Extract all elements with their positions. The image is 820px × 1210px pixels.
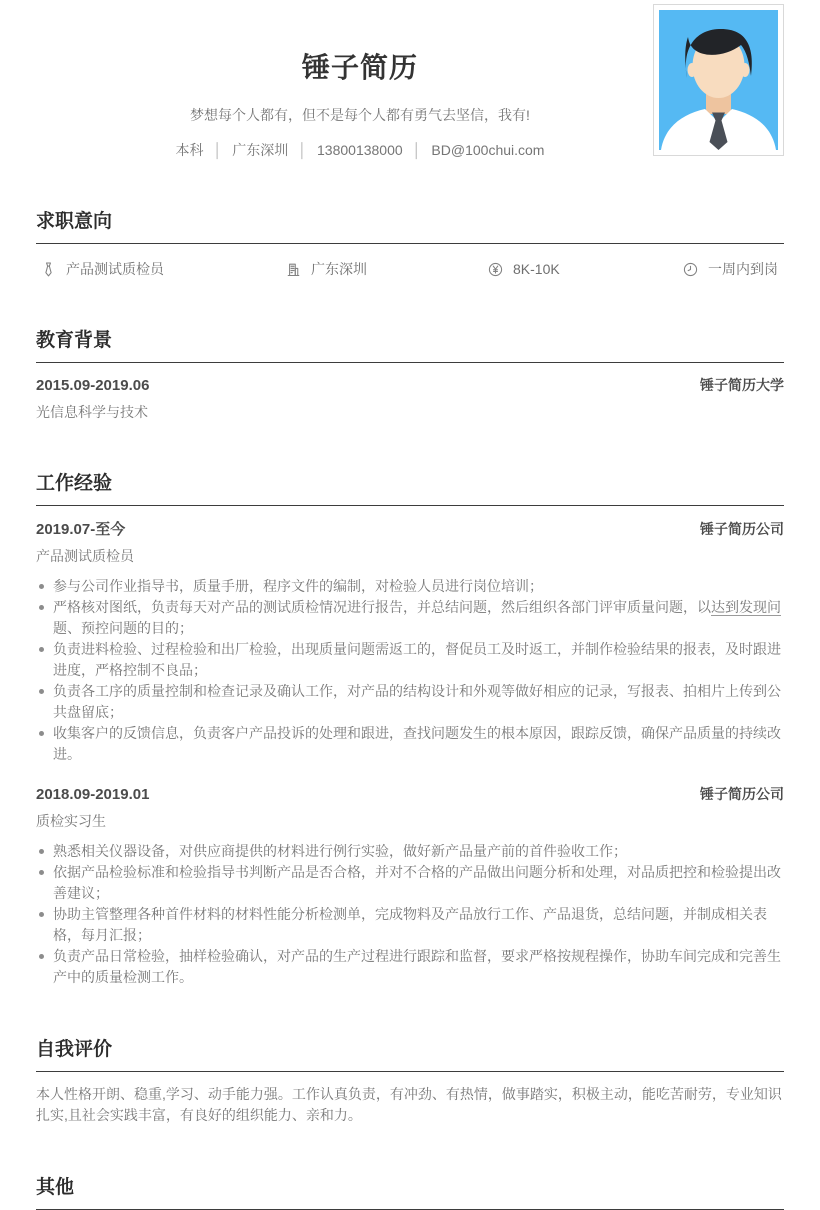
section-divider [36, 505, 784, 506]
profile-photo [653, 4, 784, 156]
intent-item-availability [682, 259, 778, 279]
entry-head [36, 375, 784, 395]
building-icon [285, 261, 302, 278]
section-divider [36, 362, 784, 363]
avatar-illustration [659, 10, 778, 150]
entry-company: 锤子简历公司 [700, 521, 784, 537]
contact-line [36, 140, 684, 160]
self-evaluation-text: 本人性格开朗、稳重,学习、动手能力强。工作认真负责，有冲劲、有热情，做事踏实，积极主动，能吃苦耐劳，专业知识扎实,且社会实践丰富，有良好的组织能力、亲和力。 [36, 1086, 782, 1123]
bullet-text: 参与公司作业指导书，质量手册，程序文件的编制，对检验人员进行岗位培训； [53, 578, 543, 594]
entry-school: 锤子简历大学 [700, 377, 784, 393]
education-entry [36, 375, 784, 422]
resume-slogan: 梦想每个人都有，但不是每个人都有勇气去坚信，我有! [190, 107, 530, 123]
bullet-text: 题、预控问题的目的； [53, 620, 193, 636]
entry-date: 2015.09-2019.06 [36, 377, 150, 394]
bullet-text: 收集客户的反馈信息，负责客户产品投诉的处理和跟进，查找问题发生的根本原因，跟踪反馈，确保产品质量的持续改进。 [53, 725, 781, 762]
entry-date: 2019.07-至今 [36, 521, 126, 538]
entry-company: 锤子简历公司 [700, 786, 784, 802]
bullet-item [36, 723, 784, 765]
intent-label: 8K-10K [513, 261, 560, 277]
entry-role: 质检实习生 [36, 813, 106, 829]
bullet-item [36, 841, 784, 862]
contact-separator: │ [213, 142, 223, 158]
section-title: 求职意向 [36, 211, 113, 232]
tie-icon [40, 261, 57, 278]
intent-item-position [40, 259, 285, 279]
resume-title: 锤子简历 [301, 52, 418, 83]
yen-icon [487, 261, 504, 278]
section-other [36, 1172, 784, 1210]
intent-row [36, 244, 784, 279]
section-work-experience [36, 468, 784, 988]
contact-separator: │ [298, 142, 308, 158]
section-divider [36, 1071, 784, 1072]
bullet-item [36, 862, 784, 904]
section-self-evaluation [36, 1034, 784, 1126]
bullet-item [36, 639, 784, 681]
bullet-text: 负责产品日常检验，抽样检验确认，对产品的生产过程进行跟踪和监督，要求严格按规程操作，协助车间完成和完善生产中的质量检测工作。 [53, 948, 781, 985]
section-job-intent [36, 206, 784, 279]
work-entry [36, 518, 784, 765]
section-title: 自我评价 [36, 1039, 113, 1060]
bullet-list [36, 841, 784, 988]
bullet-list [36, 576, 784, 765]
bullet-text: 负责各工序的质量控制和检查记录及确认工作，对产品的结构设计和外观等做好相应的记录，写报表、拍相片上传到公共盘留底； [53, 683, 781, 720]
contact-item: BD@100chui.com [431, 142, 545, 158]
section-title: 其他 [36, 1177, 75, 1198]
contact-item: 13800138000 [317, 142, 403, 158]
resume-header [36, 0, 784, 160]
work-entry [36, 784, 784, 988]
bullet-item [36, 946, 784, 988]
entry-date: 2018.09-2019.01 [36, 786, 150, 803]
bullet-text: 熟悉相关仪器设备，对供应商提供的材料进行例行实验，做好新产品量产前的首件验收工作； [53, 843, 627, 859]
bullet-item [36, 597, 784, 639]
bullet-text-underlined: 达到发现问 [711, 599, 781, 615]
intent-label: 广东深圳 [311, 261, 367, 277]
bullet-item [36, 904, 784, 946]
bullet-text: 严格核对图纸，负责每天对产品的测试质检情况进行报告，并总结问题，然后组织各部门评审质量问题，以 [53, 599, 711, 615]
intent-label: 产品测试质检员 [66, 261, 164, 277]
entry-role: 产品测试质检员 [36, 548, 134, 564]
contact-item: 广东深圳 [232, 142, 289, 158]
contact-separator: │ [412, 142, 422, 158]
bullet-text: 协助主管整理各种首件材料的材料性能分析检测单，完成物料及产品放行工作、产品退货，总结问题，并制成相关表格，每月汇报； [53, 906, 767, 943]
bullet-item [36, 681, 784, 723]
entry-head [36, 518, 784, 539]
contact-item: 本科 [175, 142, 204, 158]
intent-label: 一周内到岗 [708, 261, 778, 277]
bullet-text: 依据产品检验标准和检验指导书判断产品是否合格，并对不合格的产品做出问题分析和处理，对品质把控和检验提出改善建议； [53, 864, 781, 901]
bullet-text: 负责进料检验、过程检验和出厂检验，出现质量问题需返工的，督促员工及时返工，并制作检验结果的报表，及时跟进进度，严格控制不良品； [53, 641, 781, 678]
section-title: 工作经验 [36, 473, 113, 494]
bullet-item [36, 576, 784, 597]
entry-major: 光信息科学与技术 [36, 404, 148, 420]
header-text-block [36, 46, 684, 160]
intent-item-location [285, 259, 487, 279]
intent-item-salary [487, 261, 682, 278]
section-title: 教育背景 [36, 330, 113, 351]
entry-head [36, 784, 784, 804]
clock-icon [682, 261, 699, 278]
section-education [36, 325, 784, 422]
